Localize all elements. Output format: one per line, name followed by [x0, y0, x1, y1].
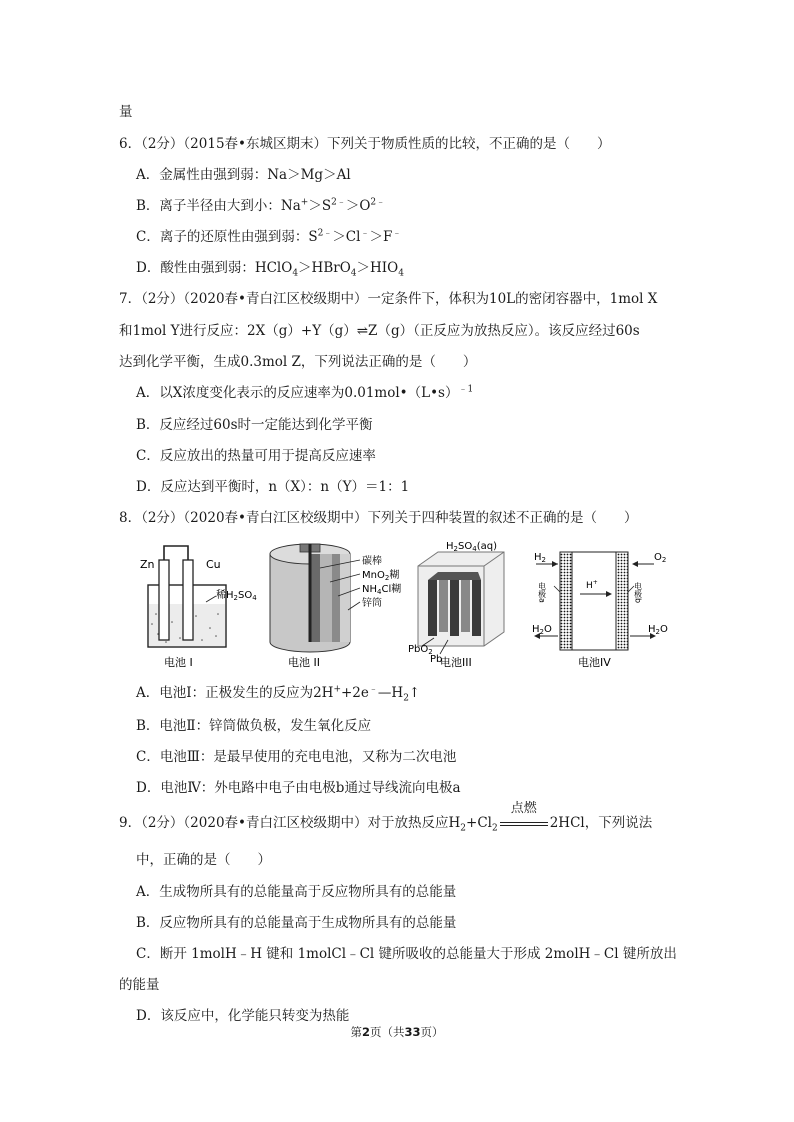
- copper-label: Cu: [206, 558, 221, 571]
- q6-stem: 6．（2分）（2015春•东城区期末）下列关于物质性质的比较，不正确的是（ ）: [119, 136, 611, 152]
- h2o-left-label: $H_2O$: [532, 624, 552, 636]
- nh4cl-paste-label: $NH_4Cl$糊: [362, 584, 402, 596]
- pb-label: Pb: [430, 654, 443, 665]
- q7-stem-line1: 7．（2分）（2020春•青白江区校级期中）一定条件下，体积为10L的密闭容器中，1mol X: [119, 291, 658, 307]
- carbon-rod-label: 碳棒: [362, 556, 382, 567]
- q6-option-b: B．离子半径由大到小：$Na^+>S^{2﹣}>O^{2﹣}$: [136, 197, 386, 214]
- q8-option-b: B．电池Ⅱ：锌筒做负极，发生氧化反应: [136, 718, 372, 734]
- dilute-acid-label: 稀$H_2SO_4$: [216, 590, 257, 602]
- battery-1-diagram: [136, 538, 266, 670]
- electrode-a-label: 电极a: [537, 582, 547, 603]
- q6-option-d: D．酸性由强到弱：$HClO_4>HBrO_4>HIO_4$: [136, 260, 404, 279]
- zinc-can-label: 锌筒: [362, 598, 382, 609]
- battery-2-diagram: [264, 538, 409, 670]
- page-footer: 第2页（共33页）: [350, 1025, 444, 1039]
- pbo2-label: PbO$_2$: [408, 644, 433, 656]
- ignition-condition: 点燃: [510, 801, 537, 816]
- battery-1-caption: 电池 I: [164, 656, 193, 669]
- battery-2-caption: 电池 II: [288, 656, 320, 669]
- continued-text: 量: [119, 104, 133, 120]
- q8-option-c: C．电池Ⅲ：是最早使用的充电电池，又称为二次电池: [136, 749, 457, 765]
- q9-option-d: D．该反应中，化学能只转变为热能: [136, 1008, 350, 1024]
- q7-stem-line3: 达到化学平衡，生成0.3mol Z，下列说法正确的是（ ）: [119, 354, 477, 370]
- q7-option-b: B．反应经过60s时一定能达到化学平衡: [136, 417, 373, 433]
- h2o-right-label: $H_2O$: [648, 624, 668, 636]
- mno2-paste-label: MnO$_2$糊: [362, 570, 400, 582]
- q7-option-d: D．反应达到平衡时，n（X）：n（Y）＝1：1: [136, 479, 410, 495]
- q9-option-a: A．生成物所具有的总能量高于反应物所具有的总能量: [136, 884, 457, 900]
- q7-option-c: C．反应放出的热量可用于提高反应速率: [136, 448, 376, 464]
- battery-3-caption: 电池III: [440, 656, 472, 669]
- q9-option-c-line1: C．断开 1molH﹣H 键和 1molCl﹣Cl 键所吸收的总能量大于形成 2molH﹣Cl 键所放出: [136, 946, 677, 962]
- hplus-label: H+: [586, 579, 598, 591]
- battery-4-diagram: [530, 538, 678, 670]
- q9-stem-line2: 中，正确的是（ ）: [136, 852, 271, 868]
- ignition-condition-arrow: [498, 801, 550, 832]
- q6-option-c: C．离子的还原性由强到弱：$S^{2﹣}>Cl^﹣>F^﹣$: [136, 228, 402, 245]
- q9-option-b: B．反应物所具有的总能量高于生成物所具有的总能量: [136, 915, 457, 931]
- battery-3-diagram: [408, 538, 520, 670]
- q9-stem: 9．（2分）（2020春•青白江区校级期中）对于放热反应$H_2+Cl_2$ 点燃 2HCl，下列说法: [119, 801, 653, 834]
- q7-stem-line2: 和1mol Y进行反应：2X（g）+Y（g）⇌Z（g）（正反应为放热反应）。该反应经过60s: [119, 323, 640, 339]
- battery-4-caption: 电池IV: [578, 656, 611, 669]
- q8-option-d: D．电池Ⅳ：外电路中电子由电极b通过导线流向电极a: [136, 780, 461, 796]
- q8-stem: 8．（2分）（2020春•青白江区校级期中）下列关于四种装置的叙述不正确的是（ ）: [119, 510, 638, 526]
- q8-option-a: A．电池Ⅰ：正极发生的反应为$2H^++2e^﹣—H_2↑$: [136, 684, 421, 704]
- q6-option-a: A．金属性由强到弱：Na＞Mg＞Al: [136, 167, 351, 183]
- zinc-label: Zn: [140, 558, 155, 571]
- h2-input-label: $H_2$: [534, 552, 546, 564]
- q9-option-c-line2: 的能量: [119, 977, 160, 993]
- q7-option-a: A．以X浓度变化表示的反应速率为0.01mol•（L•s）$^{﹣1}$: [136, 384, 474, 401]
- h2so4-label: $H_2SO_4(aq)$: [446, 541, 497, 553]
- o2-input-label: $O_2$: [654, 552, 667, 564]
- electrode-b-label: 电极b: [633, 582, 643, 604]
